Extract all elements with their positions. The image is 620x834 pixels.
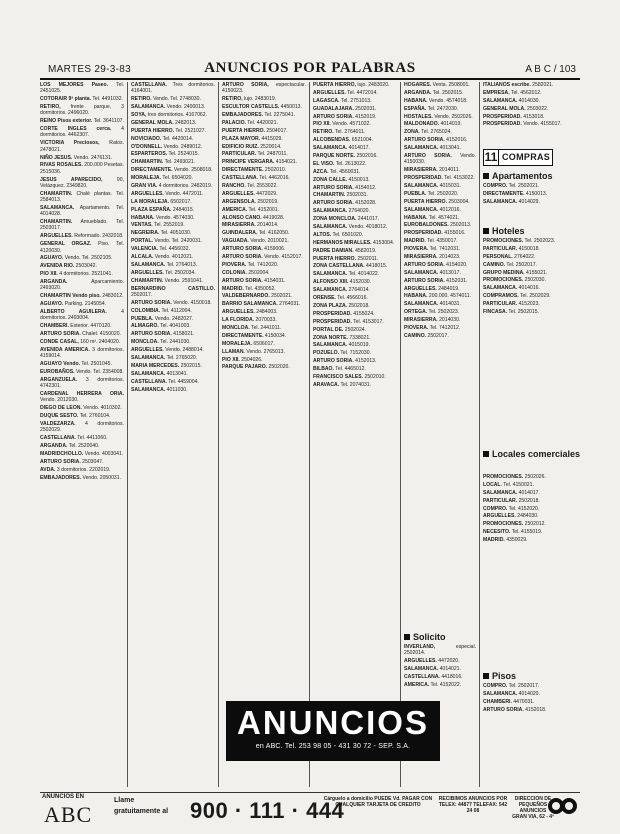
classified-ad: PADRE DAMIAN. 4582019. [313, 247, 377, 254]
classified-ad: LA MORALEJA. 6502017. [131, 198, 192, 205]
classified-ad: ARTURO SORIA. 4154012. [313, 184, 377, 191]
classified-ad: SALAMANCA. 4013041. [404, 145, 461, 152]
classified-ad: ARTURO SORIA. 4152016. [404, 137, 468, 144]
classified-ad: ARGANDA. Tel. 2520040. [40, 443, 100, 450]
classified-ad: HABANA. 200.000. 4574011. [404, 293, 472, 300]
classified-ad: VICTORIA Preciosos, Ratos. 2478021. [40, 140, 124, 153]
classified-ad: PROSPERIDAD. Vendo. 4155017. [483, 121, 562, 128]
classified-ad: DUQUE SESTO. Tel. 2760104. [40, 413, 111, 420]
column-divider [127, 82, 128, 787]
classified-ad: ARTURO SORIA. 4152019. [313, 113, 377, 120]
classified-ad: AGUAYO Vendo. Tel. 2501045. [40, 361, 112, 368]
classified-ad: EUROBALDONES. 2502013. [404, 222, 472, 229]
classified-ad: PALACIO. Tel. 4420021. [222, 119, 278, 126]
classified-ad: CHAMARTIN. Chalé plantas. Tel. 2584013. [40, 190, 124, 204]
classified-ad: ORTEGA. Tel. 2502023. [404, 309, 460, 316]
locales-heading [483, 449, 580, 459]
classified-ad: RETIRO. Vendo. Tel. 2748030. [131, 96, 201, 103]
classified-ad: AMERICA. Tel. 4152001. [222, 206, 280, 213]
classified-ad: AVENIDA AMERICA. 3 dormitorios. 4159014. [40, 346, 124, 360]
classified-ad: HABANA. Tel. 4574021. [404, 214, 460, 221]
classified-ad: EL VISO. Tel. 2613022. [313, 160, 367, 167]
footer-address: DIRECCION DE PEQUEÑOS ANUNCIOS GRAN VIA, 62 - 4º [512, 796, 554, 820]
classified-ad: COMPRAMOS. Tel. 2502029. [483, 293, 551, 300]
classified-ad: PIO XII. 4 dormitorios. 2521041. [40, 271, 113, 278]
pisos-label: Pisos [492, 671, 517, 681]
classified-ad: ZONA MONCLOA. 2441017. [313, 216, 380, 223]
section-label: COMPRAS [502, 152, 551, 162]
classified-ad: MIRASIERRA. 2014030. [404, 317, 461, 324]
footer-phone: 900 · 111 · 444 [190, 798, 345, 823]
classified-ad: GUADALAJARA. 2502031. [313, 105, 377, 112]
classified-ad: ARGUELLES. Reformado. 2432018. [40, 233, 124, 240]
classified-ad: CAMINO. 2502017. [404, 332, 449, 339]
classified-ad: EUROBAÑOS. Vendo. Tel. 2354008. [40, 369, 124, 376]
classified-ad: HABANA. Vendo. 4574030. [131, 214, 195, 221]
classified-ad: SALAMANCA. 4014031. [404, 301, 461, 308]
classified-ad: ARTURO SORIA. 2503047. [40, 458, 104, 465]
classified-ad: SALAMANCA. 4014020. [483, 690, 540, 697]
classified-ad: ALFONSO XIII. 4152030. [313, 279, 372, 286]
classified-ad: PIOVERA. Tel. 7412012. [404, 325, 461, 332]
classified-ad: CONDE CASAL, 160 m². 2404020. [40, 339, 121, 346]
classified-ad: MADRID. Tel. 4350052. [222, 285, 276, 292]
pisos-ads [483, 683, 578, 787]
classified-ad: ARTURO SORIA. 4152018. [483, 706, 547, 713]
classified-ad: ZONA CALLE. 4150013. [313, 176, 370, 183]
classified-ad: FRANCISCO SALES. 2502010. [313, 373, 386, 380]
classified-ad: SALAMANCA. 4014017. [313, 145, 370, 152]
classified-ad: SALAMANCA. 4014021. [404, 666, 461, 673]
classified-ad: ARGUELLES. 2484003. [222, 309, 278, 316]
classified-ad: MORALEJA. Tel. 6504020. [131, 175, 193, 182]
column-divider [309, 82, 310, 787]
classified-ad: PIOVERA. Tel. 7412020. [222, 261, 279, 268]
classified-ad: CHAMARTIN. Vendo. 2591041. [131, 277, 204, 284]
locales-ads [483, 474, 578, 664]
classified-ad: VALDEZARZA. 4 dormitorios. 2502029. [40, 421, 124, 434]
classified-ad: GENERAL MOLA. 2503022. [483, 105, 549, 112]
header-page-number: A B C / 103 [525, 64, 576, 75]
banner-subtitle: en ABC. Tel. 253 98 05 - 431 30 72 - SEP. S.A. [255, 743, 411, 750]
classified-ad: PORTAL DE. 2502024. [313, 326, 367, 333]
classified-ad: ITALIANOS escribe. 2582021. [483, 82, 554, 88]
classified-ad: DIRECTAMENTE. 4150013. [483, 190, 548, 197]
column-divider [479, 82, 480, 787]
classified-ad: MIRASIERRA. 2014011. [404, 167, 460, 174]
classified-ad: CHAMBERI. Exterior. 4470120. [40, 323, 112, 330]
section-compras-box [483, 149, 553, 166]
ad-column-3 [222, 82, 306, 694]
classified-ad: GENERAL MOLA. 2482013. [131, 119, 197, 126]
ad-column-6 [483, 82, 578, 144]
classified-ad: ESPARTEROS. Tel. 2524015. [131, 151, 200, 158]
classified-ad: SALAMANCA. 4013017. [404, 269, 461, 276]
classified-ad: PROSPERIDAD. Tel. 4153022. [404, 175, 475, 182]
classified-ad: PARTICULAR. Tel. 2487011. [222, 151, 288, 158]
apartamentos-ads [483, 183, 578, 223]
classified-ad: RANCHO. Tel. 2553022. [222, 182, 278, 189]
classified-ad: CASTELLANA. Tel. 4462016. [222, 175, 290, 182]
classified-ad: CARDENAL HERRERA ORIA. Vendo. 2012030. [40, 391, 124, 404]
classified-ad: SALAMANCA. Tel. 4014022. [313, 271, 380, 278]
classified-ad: AVENIDA RIO. 2503042. [40, 263, 97, 270]
classified-ad: PARTICULAR. 4150018. [483, 245, 540, 252]
hoteles-ads [483, 238, 578, 428]
section-number: 11 [484, 150, 498, 164]
hoteles-label: Hoteles [492, 226, 525, 236]
classified-ad: CHAMARTIN. Tel. 2493021. [131, 159, 196, 166]
classified-ad: SALAMANCA. 4013041. [131, 370, 188, 377]
classified-ad: CASTELLANA. 4418016. [404, 673, 463, 680]
classified-ad: MORALEJA. 6506017. [222, 340, 275, 347]
classified-ad: CHAMARTIN. Amueblado. Tel. 2503017. [40, 219, 124, 232]
classified-ad: COTORAIR 9ª planta. Tel. 4491032. [40, 96, 123, 103]
classified-ad: SALAMANCA. 2764014. [313, 287, 370, 294]
anuncios-banner [226, 701, 440, 761]
bullet-icon [483, 451, 489, 457]
classified-ad: CASTELLANA. Tel. 4459004. [131, 378, 199, 385]
footer-ads-label: ANUNCIOS EN [42, 794, 85, 800]
classified-ad: PLAZA MAYOR. 4415029. [222, 135, 283, 142]
header-rule [40, 78, 580, 80]
classified-ad: SALAMANCA. Vendo. 2400013. [131, 104, 206, 111]
classified-ad: PROSPERIDAD. 4155024. [313, 310, 375, 317]
classified-ad: PRINCIPE VERGARA. 4154021. [222, 159, 298, 166]
classified-ad: PROMOCIONES. 2502026. [483, 474, 546, 480]
classified-ad: PARQUE NORTE. 2502016. [313, 153, 378, 160]
classified-ad: BARRIO SALAMANCA. 2764031. [222, 301, 301, 308]
classified-ad: ZONA NORTE. 7338021. [313, 334, 371, 341]
classified-ad: MIRASIERRA. 2014014. [222, 222, 279, 229]
publisher-logo-icon [548, 798, 578, 818]
classified-ad: POZUELO. Tel. 7152030. [313, 350, 371, 357]
classified-ad: VAGUADA. Vendo. 2010021. [222, 238, 289, 245]
classified-ad: ARTURO SORIA. Vendo. 4150030. [404, 153, 476, 166]
bullet-icon [483, 173, 489, 179]
classified-ad: ALONSO CANO. 4419028. [222, 214, 285, 221]
classified-ad: SALAMANCA. 4014016. [483, 285, 540, 292]
classified-ad: ALCALA. Vendo. 4012021. [131, 254, 194, 260]
classified-ad: PARTICULAR. 2502018. [483, 497, 540, 504]
classified-ad: ARGUELLES. 2484019. [404, 285, 460, 292]
classified-ad: ALCOBENDAS. 6521004. [313, 137, 374, 144]
classified-ad: AGUAYO. Vendo. Tel. 2502105. [40, 255, 113, 262]
classified-ad: PARQUE PAJARO. 2502020. [222, 364, 290, 371]
classified-ad: ARTURO SORIA. 4152028. [313, 200, 377, 207]
classified-ad: SALAMANCA. Tel. 2764013. [131, 261, 198, 268]
classified-ad: GENERAL ORGAZ. Piso. Tel. 4120030. [40, 241, 124, 254]
classified-ad: JESUS APARECIDO, 90, Velázquez. 2349820. [40, 176, 124, 189]
classified-ad: COLOMBIA. Tel. 4112004. [131, 307, 192, 314]
pisos-heading [483, 671, 516, 681]
classified-ad: PROMOCIONES. 2502012. [483, 521, 546, 528]
classified-ad: PROSPERIDAD. 4155016. [404, 230, 466, 237]
classified-ad: RETIRO, lujo. 2483019. [222, 96, 277, 103]
footer-rule [40, 792, 580, 793]
classified-ad: GUINDALERA. Tel. 4162050. [222, 230, 290, 237]
classified-ad: MADRIDCHOLLO. Vendo. 4003041. [40, 451, 124, 458]
classified-ad: O'DONNELL. Vendo. 2489012. [131, 143, 203, 150]
classified-ad: DIEGO DE LEON. Vendo. 4010302. [40, 405, 122, 412]
classified-ad: NEGREIRA. Tel. 4051030. [131, 230, 192, 237]
classified-ad: SALAMANCA. 4015031. [404, 182, 461, 189]
classified-ad: HOGARES. Venta. 2508001. [404, 82, 470, 88]
classified-ad: ALMAGRO. Tel. 4041003. [131, 323, 191, 330]
classified-ad: SALAMANCA. Vendo. 4018012. [313, 224, 388, 231]
bullet-icon [404, 634, 410, 640]
hoteles-heading [483, 226, 525, 236]
locales-label: Locales comerciales [492, 449, 581, 459]
solicito-ads [404, 644, 476, 694]
classified-ad: SOYA, tres dormitorios. 4167062. [131, 111, 207, 118]
footer-llame: Llame [114, 797, 135, 804]
classified-ad: SALAMANCA. Tel. 2765020. [131, 354, 198, 361]
classified-ad: ARTURO SORIA. 4159006. [222, 246, 286, 253]
classified-ad: COMPRO. Tel. 2502017. [483, 683, 540, 689]
classified-ad: VALENCIA. Tel. 4456032. [131, 246, 190, 253]
classified-ad: ORENSE. Tel. 4566016. [313, 295, 368, 302]
footer-telex-note: RECIBIMOS ANUNCIOS POR TELEX: 44877 TELEFAX: 542 24 08 [438, 796, 508, 814]
classified-ad: PLAZA ESPAÑA. 2484015. [131, 206, 195, 213]
classified-ad: CAMINO. Tel. 2502017. [483, 261, 537, 268]
classified-ad: PIO XII. 2504026. [222, 356, 263, 363]
classified-ad: DIRECTAMENTE. 4150034. [222, 332, 287, 339]
classified-ad: LLAMAN. Vendo. 2765013. [222, 348, 285, 355]
classified-ad: RETIRO. Tel. 2764011. [313, 129, 366, 136]
classified-ad: AZCA. Tel. 4560031. [313, 168, 361, 175]
page-footer [40, 794, 580, 826]
classified-ad: PROMOCIONES. 2502030. [483, 277, 546, 284]
classified-ad: PUEBLA. Tel. 2502020. [404, 190, 459, 197]
classified-ad: CORTE INGLES cerca. 4 dormitorios. 4462307. [40, 126, 124, 139]
classified-ad: PROSPERIDAD. 4153018. [483, 113, 545, 120]
classified-ad: LOCAL. Tel. 4150021. [483, 481, 534, 488]
classified-ad: PERSONAL. 2764022. [483, 253, 536, 260]
classified-ad: EMBAJADORES. Vendo. 2050031. [40, 474, 121, 481]
column-divider [218, 82, 219, 787]
classified-ad: ZONA PLAZA. 2502018. [313, 302, 370, 309]
banner-title: ANUNCIOS [236, 704, 429, 741]
classified-ad: EMPRESA. Tel. 4562012. [483, 89, 542, 96]
classified-ad: PROSPERIDAD. Tel. 4153017. [313, 318, 384, 325]
classified-ad: FINCASA. Tel. 2502015. [483, 309, 539, 316]
classified-ad: CHAMARTIN Vendo piso. 2483012. [40, 293, 124, 300]
classified-ad: HERMANOS MIRALLES. 4153004. [313, 239, 395, 246]
classified-ad: ALBERTO AGUILERA. 4 dormitorios. 2493004. [40, 309, 124, 322]
ad-column-5 [404, 82, 476, 627]
classified-ad: AMERICA. Tel. 4152022. [404, 681, 462, 688]
classified-ad: ARTURO SORIA. Chalet. 4150020. [40, 331, 121, 338]
classified-ad: ZONA. Tel. 2765024. [404, 129, 452, 136]
apartamentos-heading [483, 171, 553, 181]
ad-column-2 [131, 82, 215, 787]
classified-ad: PUERTA HIERRO. Tel. 2521027. [131, 127, 206, 134]
classified-ad: MADRID. Tel. 4350017. [404, 238, 458, 245]
classified-ad: INVERLAND, especial. 2502014. [404, 644, 476, 657]
classified-ad: MONCLOA. Tel. 2441030. [131, 339, 191, 346]
classified-ad: ARGUELLES. Vendo. 2488014. [131, 347, 204, 354]
classified-ad: SALAMANCA. 4014029. [483, 198, 540, 205]
classified-ad: PIO XII. Vendo. 4571022. [313, 121, 371, 128]
classified-ad: SALAMANCA. 4014017. [483, 489, 540, 496]
classified-ad: PUERTA HIERRO. 2503004. [404, 198, 470, 205]
footer-payment-note: Cárguelo a domicilio PUEDE Vd. PAGAR CON CUALQUIER TARJETA DE CREDITO [323, 796, 433, 808]
classified-ad: COMPRO. Tel. 4152020. [483, 505, 540, 512]
classified-ad: RIVAS ROSALES. 200.000 Pesetas. 2515036. [40, 162, 124, 175]
classified-ad: NOVICIADO. Tel. 4420014. [131, 135, 194, 142]
classified-ad: ARGUELLES. Tel. 4472014. [313, 89, 378, 96]
page-title: ANUNCIOS POR PALABRAS [204, 60, 416, 76]
classified-ad: ARGUELLES. 4472020. [404, 658, 460, 665]
classified-ad: ZONA CASTELLANA. 4418015. [313, 263, 388, 270]
classified-ad: AGUAYO. Parking. 2145054. [40, 301, 107, 308]
classified-ad: ARTURO SORIA. 4154020. [404, 261, 468, 268]
classified-ad: MADRID. 4350029. [483, 537, 528, 544]
classified-ad: SALAMANCA. 4015019. [313, 342, 370, 349]
classified-ad: PIOVERA. Tel. 7412031. [404, 246, 461, 253]
classified-ad: ARTURO SORIA. Vendo. 4150018. [131, 299, 212, 306]
classified-ad: PUERTA HIERRO. 2504017. [222, 127, 288, 134]
classified-ad: PUERTA HIERRO, lujo. 2483020. [313, 82, 390, 88]
footer-gratis: gratuitamente al [114, 808, 169, 815]
ad-column-1 [40, 82, 124, 787]
classified-ad: LAGASCA. Tel. 2751013. [313, 97, 372, 104]
classified-ad: ARGUELLES. Tel. 2502034. [131, 269, 196, 276]
classified-ad: HOSTALES. Vendo. 2502026. [404, 113, 473, 120]
classified-ad: HABANA. Vendo. 4574018. [404, 97, 468, 104]
classified-ad: SALAMANCA. 4011030. [131, 386, 188, 393]
solicito-heading: Solicito [404, 632, 446, 642]
classified-ad: COMPRO. Tel. 2502021. [483, 183, 540, 189]
apartamentos-label: Apartamentos [492, 171, 553, 181]
classified-ad: ARTURO SORIA. 4152031. [404, 277, 468, 284]
classified-ad: GRAN VIA. 4 dormitorios. 2482019. [131, 182, 213, 189]
page-header [30, 60, 590, 80]
classified-ad: CASTELLANA. Tel. 4411060. [40, 435, 108, 442]
classified-ad: PUEBLA. Vendo. 2482027. [131, 315, 194, 322]
classified-ad: ESPAÑA. Tel. 2472030. [404, 105, 459, 112]
classified-ad: ARTURO SORIA. 4158021. [131, 331, 195, 338]
classified-ad: VENTAS. Tel. 2552019. [131, 222, 185, 229]
classified-ad: DIRECTAMENTE. 2502010. [222, 167, 287, 174]
classified-ad: REINO Pisos exterior. Tel. 3641107. [40, 118, 124, 125]
classified-ad: CHAMBERI. 4470031. [483, 698, 535, 705]
classified-ad: GRUPO MEDINA. 4155021. [483, 269, 548, 276]
classified-ad: ARGANZUELA. 3 dormitorios. 4742301. [40, 376, 124, 390]
classified-ad: ARGENSOLA. 2502019. [222, 198, 279, 205]
classified-ad: PROMOCIONES. Tel. 2502023. [483, 238, 556, 244]
classified-ad: MONCLOA. Tel. 2441011. [222, 325, 282, 332]
bullet-icon [483, 228, 489, 234]
classified-ad: AVDA. 3 dormitorios. 2202019. [40, 466, 111, 473]
classified-ad: ALTOS. Tel. 6501020. [313, 231, 364, 238]
classified-ad: EMBAJADORES. Tel. 2275041. [222, 111, 295, 118]
classified-ad: VALDEBERNARDO. 2502021. [222, 293, 293, 300]
classified-ad: ESCULTOR CASTELLS. 4450013. [222, 104, 302, 111]
classified-ad: MALDONADO. 4014019. [404, 121, 462, 128]
classified-ad: PORTAL. Vendo. Tel. 2420031. [131, 238, 203, 245]
classified-ad: ARTURO SORIA. Vendo. 4152017. [222, 254, 303, 260]
classified-ad: ARTURO SORIA. 4152013. [313, 358, 377, 365]
classified-ad: ARGUELLES. 4472029. [222, 190, 278, 197]
classified-ad: BILBAO. Tel. 4465012. [313, 366, 366, 373]
classified-ad: SALAMANCA. 4012016. [404, 206, 461, 213]
classified-ad: LOS MEJORES Paseo. Tel. 2451025. [40, 82, 124, 95]
classified-ad: RETIRO, frente parque, 3 dormitorios. 2496020. [40, 104, 124, 117]
classified-ad: ARGANDA. Aparcamiento. 2493020. [40, 279, 124, 292]
classified-ad: CASTELLANA. Tres dormitorios. 4164001. [131, 82, 215, 95]
classified-ad: NECESITO. Tel. 4155019. [483, 529, 543, 536]
classified-ad: DIRECTAMENTE. Vendo. 2508018. [131, 167, 213, 174]
classified-ad: MIRASIERRA. 2014023. [404, 254, 461, 260]
ad-column-4 [313, 82, 397, 694]
classified-ad: ARGUELLES. Vendo. 4472011. [131, 190, 204, 197]
classified-ad: CHAMARTIN. 2502031. [313, 192, 368, 199]
classified-ad: SALAMANCA. Apartamento. Tel. 4014028. [40, 204, 124, 218]
classified-ad: ARTURO SORIA, espectacular. 4150023. [222, 82, 306, 95]
classified-ad: SALAMANCA. 2764020. [313, 208, 370, 215]
classified-ad: PARTICULAR. 4152023. [483, 301, 540, 308]
classified-ad: COLONIA. 2502004. [222, 269, 270, 276]
classified-ad: ARAVACA. Tel. 2074031. [313, 381, 372, 388]
classified-ad: MARIA MERCEDES. 2502015. [131, 362, 202, 369]
header-date: MARTES 29-3-83 [48, 64, 131, 75]
classified-ad: BERNARDINO CASTILLO. 2502017. [131, 285, 215, 298]
classified-ad: SALAMANCA. 4014030. [483, 97, 540, 104]
abc-logo: ABC [44, 802, 93, 827]
classified-ad: ARGANDA. Tel. 2502015. [404, 89, 464, 96]
classified-ad: EDIFICIO RUIZ. 2520014. [222, 143, 282, 150]
column-divider [400, 82, 401, 787]
classified-ad: NIÑO JESUS. Vendo. 2476131. [40, 154, 113, 161]
classified-ad: ARGUELLES. 2484030. [483, 513, 539, 520]
classified-ad: PUERTA HIERRO. 2502011. [313, 255, 379, 262]
classified-ad: LA FLORIDA. 2070033. [222, 317, 277, 324]
bullet-icon [483, 673, 489, 679]
classified-ad: ARTURO SORIA. 4154031. [222, 277, 286, 284]
